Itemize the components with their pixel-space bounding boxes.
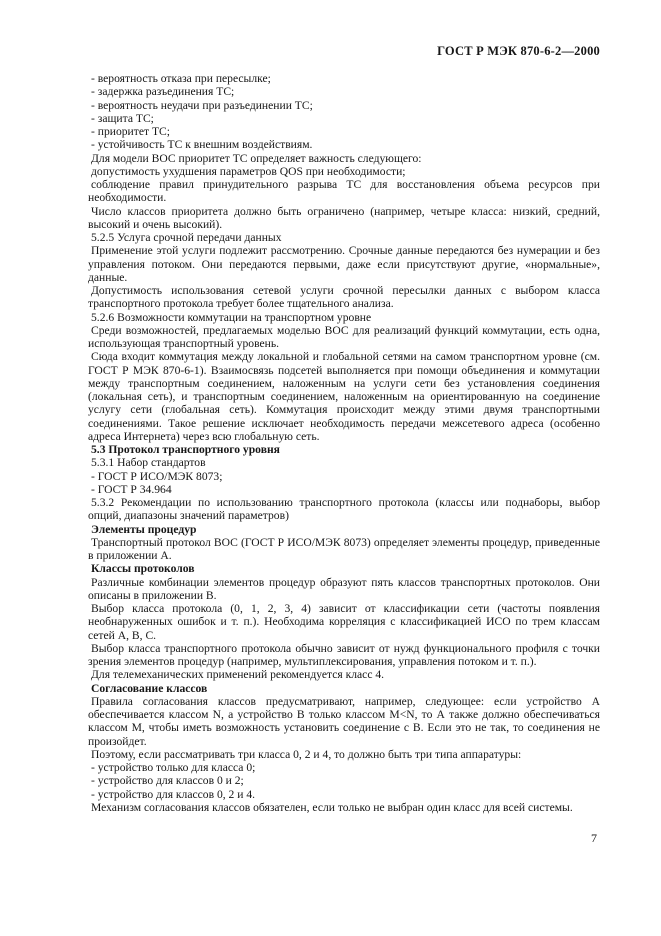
subheading: Согласование классов [91,681,208,695]
paragraph: соблюдение правил принудительного разрыва ТС для восстановления объема ресурсов при необходимости. [88,178,600,205]
page-number: 7 [591,831,597,845]
paragraph: Для модели ВОС приоритет ТС определяет важность следующего: [91,151,422,165]
section-heading: 5.2.5 Услуга срочной передачи данных [91,231,282,244]
list-item: - задержка разъединения ТС; [91,85,235,99]
paragraph: Выбор класса транспортного протокола обычно зависит от нужд функционального профиля с точки зрения элементов процедур (например, мультиплексирования, управления потоком и т. п.). [88,641,600,668]
list-item: - устройство только для класса 0; [91,761,256,774]
paragraph: Поэтому, если рассматривать три класса 0, 2 и 4, то должно быть три типа аппаратуры: [91,747,522,761]
section-heading: 5.3.2 Рекомендации по использованию транспортного протокола (классы или поднаборы, выбор опций, диапазоны значений параметров) [88,496,600,523]
list-item: - устойчивость ТС к внешним воздействиям. [91,138,313,152]
list-item: - устройство для классов 0 и 2; [91,774,244,788]
paragraph: Среди возможностей, предлагаемых моделью ВОС для реализаций функций коммутации, есть одна, использующая транспортный уровень. [88,323,600,350]
paragraph: Правила согласования классов предусматривают, например, следующее: если устройство А обеспечивается классом N, а устройство В только классом M<N, то А также должно обеспечиваться классом М, чтобы иметь возможность установить соединение с В. Если это не так, то соединения не произойдет. [88,694,600,748]
list-item: - вероятность неудачи при разъединении ТС; [91,98,313,112]
document-header: ГОСТ Р МЭК 870-6-2—2000 [437,44,600,58]
paragraph: Допустимость использования сетевой услуги срочной пересылки данных с выбором класса транспортного протокола требует более тщательного анализа. [88,284,600,311]
paragraph: Выбор класса протокола (0, 1, 2, 3, 4) зависит от классификации сети (частоты появления необнаруженных ошибок и т. п.). Необходима корреляция с классификацией ИСО по трем классам сетей А, В, С. [88,602,600,642]
paragraph: Транспортный протокол ВОС (ГОСТ Р ИСО/МЭК 8073) определяет элементы процедур, приведенные в приложении А. [88,535,600,562]
subheading: Классы протоколов [91,562,195,576]
section-heading: 5.2.6 Возможности коммутации на транспортном уровне [91,310,372,324]
paragraph: Число классов приоритета должно быть ограничено (например, четыре класса: низкий, средний, высокий и очень высокий). [88,204,600,231]
page-body [88,72,600,814]
list-item: - защита ТС; [91,111,154,125]
section-heading: 5.3 Протокол транспортного уровня [91,443,280,456]
list-item: - ГОСТ Р 34.964 [91,482,172,496]
list-item: - вероятность отказа при пересылке; [91,72,271,85]
paragraph: Различные комбинации элементов процедур образуют пять классов транспортных протоколов. Они описаны в приложении В. [88,575,600,602]
paragraph: Для телемеханических применений рекомендуется класс 4. [91,668,385,682]
subheading: Элементы процедур [91,522,197,536]
paragraph: допустимость ухудшения параметров QOS при необходимости; [91,164,406,178]
paragraph: Механизм согласования классов обязателен, если только не выбран один класс для всей системы. [91,800,573,814]
paragraph: Применение этой услуги подлежит рассмотрению. Срочные данные передаются без нумерации и без управления потоком. Они передаются первыми, даже если присутствуют другие, «нормальные», данные. [88,244,600,284]
list-item: - устройство для классов 0, 2 и 4. [91,787,256,801]
section-heading: 5.3.1 Набор стандартов [91,456,206,470]
list-item: - ГОСТ Р ИСО/МЭК 8073; [91,469,223,483]
paragraph: Сюда входит коммутация между локальной и глобальной сетями на самом транспортном уровне (см. ГОСТ Р МЭК 870-6-1). Взаимосвязь подсетей выполняется при помощи объединения и коммутации между транспортным соединением, наложенным на услуги сети без установления соединения (локальная сеть), и транспортным соединением, наложенным на ориентированную на соединение услугу сети (глобальная сеть). Коммутация происходит между этими двумя транспортными соединениями. Такое решение исключает необходимость передачи межсетевого адреса (особенно адреса Интернета) через всю глобальную сеть. [88,350,600,443]
list-item: - приоритет ТС; [91,125,170,138]
